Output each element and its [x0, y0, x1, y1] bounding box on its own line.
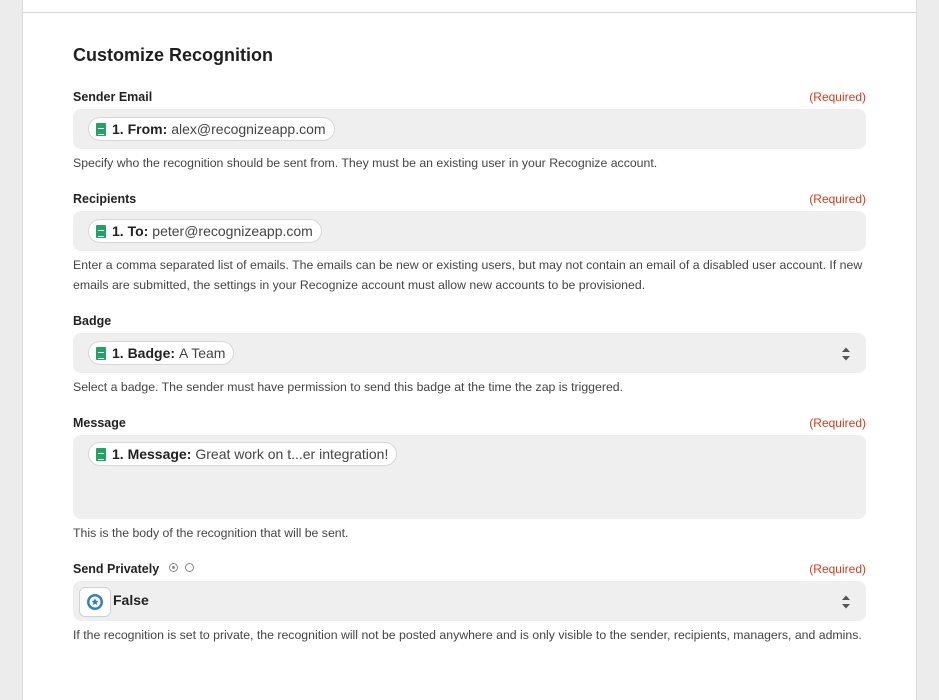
badge-help: Select a badge. The sender must have permission to send this badge at the time the zap is triggered. [73, 380, 624, 394]
radio-icon[interactable] [169, 563, 178, 572]
badge-token[interactable] [88, 341, 234, 365]
recipients-token[interactable] [88, 219, 322, 243]
section-title: Customize Recognition [73, 45, 274, 65]
recipients-field[interactable] [73, 211, 866, 251]
form-card [22, 0, 917, 700]
badge-select[interactable] [73, 333, 866, 373]
token-key: 1. Message: [112, 446, 192, 462]
radio-icon[interactable] [185, 563, 194, 572]
message-label: Message [73, 416, 126, 430]
send-privately-label [73, 562, 194, 576]
send-privately-required: (Required) [809, 562, 866, 576]
google-sheets-icon [96, 347, 106, 360]
divider [23, 12, 916, 13]
send-privately-value: False [113, 592, 149, 608]
message-token[interactable] [88, 442, 397, 466]
badge-label: Badge [73, 314, 112, 328]
sender-email-required: (Required) [809, 90, 866, 104]
sender-email-field[interactable] [73, 109, 866, 149]
token-value: peter@recognizeapp.com [152, 223, 313, 239]
recipients-label: Recipients [73, 192, 137, 206]
send-privately-label-text: Send Privately [73, 562, 160, 576]
message-required: (Required) [809, 416, 866, 430]
token-value: Great work on t...er integration! [195, 446, 389, 462]
google-sheets-icon [96, 225, 106, 238]
message-help: This is the body of the recognition that will be sent. [73, 526, 349, 540]
recipients-required: (Required) [809, 192, 866, 206]
google-sheets-icon [96, 448, 106, 461]
token-value: alex@recognizeapp.com [171, 121, 326, 137]
sender-email-help: Specify who the recognition should be sent from. They must be an existing user in your Recognize account. [73, 156, 658, 170]
token-key: 1. From: [112, 121, 168, 137]
sender-email-label: Sender Email [73, 90, 153, 104]
token-key: 1. Badge: [112, 345, 176, 361]
select-chevron-icon[interactable] [841, 594, 851, 610]
sender-email-token[interactable] [88, 117, 335, 141]
recipients-help: Enter a comma separated list of emails. The emails can be new or existing users, but may not contain an email of a disabled user account. If new emails are submitted, the settings in your Recognize account must allow new accounts to be provisioned. [73, 258, 863, 292]
select-chevron-icon[interactable] [841, 346, 851, 362]
token-key: 1. To: [112, 223, 149, 239]
message-textarea[interactable] [73, 435, 866, 519]
send-privately-help: If the recognition is set to private, the recognition will not be posted anywhere and is only visible to the sender, recipients, managers, and admins. [73, 628, 862, 642]
send-privately-select[interactable] [73, 581, 866, 621]
token-value: A Team [179, 345, 226, 361]
recognize-app-icon [79, 587, 111, 617]
google-sheets-icon [96, 123, 106, 136]
